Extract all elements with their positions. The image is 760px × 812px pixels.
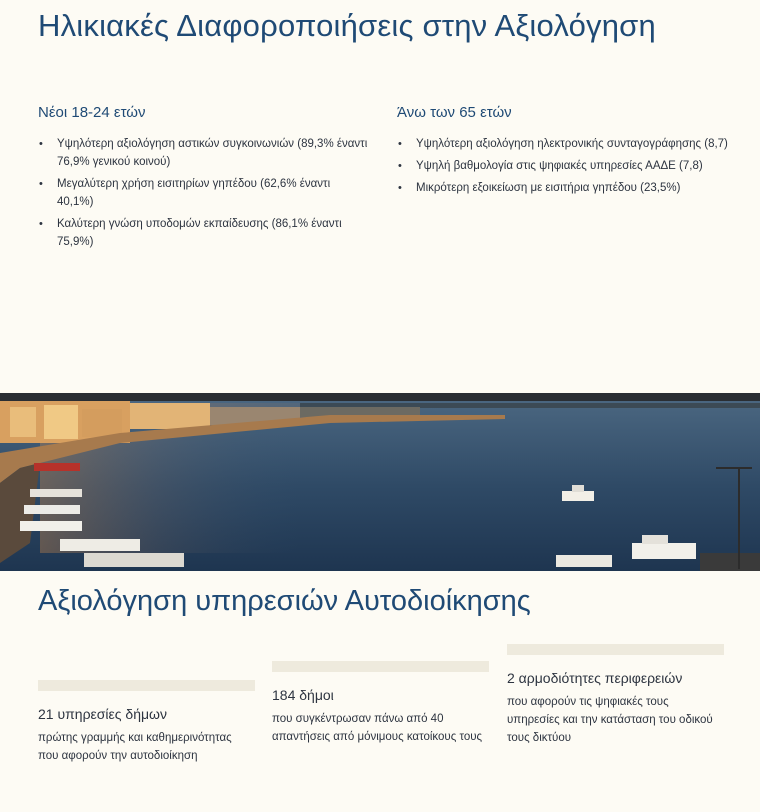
young-adults-column: [38, 104, 368, 255]
list-item: • Μικρότερη εξοικείωση με εισιτήρια γηπέδου (23,5%): [397, 179, 747, 197]
stat-card: [272, 661, 489, 746]
stat-headline: 2 αρμοδιότητες περιφερειών: [507, 670, 683, 686]
seniors-column: [397, 104, 747, 201]
stat-headline: 184 δήμοι: [272, 687, 334, 703]
list-item: • Καλύτερη γνώση υποδομών εκπαίδευσης (86,1% έναντι 75,9%): [38, 215, 368, 251]
stat-headline: 21 υπηρεσίες δήμων: [38, 706, 167, 722]
young-adults-heading: Νέοι 18-24 ετών: [38, 104, 146, 121]
list-item: • Υψηλότερη αξιολόγηση ηλεκτρονικής συνταγογράφησης (8,7): [397, 135, 747, 153]
harbor-photo: [0, 393, 760, 571]
seniors-heading: Άνω των 65 ετών: [397, 104, 512, 121]
stat-accent-bar: [38, 680, 255, 691]
list-item: • Υψηλή βαθμολογία στις ψηφιακές υπηρεσίες ΑΑΔΕ (7,8): [397, 157, 747, 175]
page-title: Ηλικιακές Διαφοροποιήσεις στην Αξιολόγηση: [38, 8, 656, 43]
stat-card: [38, 680, 255, 765]
young-adults-list: [38, 135, 368, 251]
harbor-scene: [0, 393, 760, 571]
stat-description: πρώτης γραμμής και καθημερινότητας που αφορούν την αυτοδιοίκηση: [38, 732, 232, 762]
stat-description: που συγκέντρωσαν πάνω από 40 απαντήσεις από μόνιμους κατοίκους τους: [272, 713, 483, 743]
stat-accent-bar: [272, 661, 489, 672]
stat-card: [507, 644, 724, 747]
stat-description: που αφορούν τις ψηφιακές τους υπηρεσίες και την κατάσταση του οδικού τους δικτύου: [507, 696, 713, 744]
list-item: • Υψηλότερη αξιολόγηση αστικών συγκοινωνιών (89,3% έναντι 76,9% γενικού κοινού): [38, 135, 368, 171]
stat-accent-bar: [507, 644, 724, 655]
list-item: • Μεγαλύτερη χρήση εισιτηρίων γηπέδου (62,6% έναντι 40,1%): [38, 175, 368, 211]
section-title: Αξιολόγηση υπηρεσιών Αυτοδιοίκησης: [38, 585, 531, 617]
seniors-list: [397, 135, 747, 197]
